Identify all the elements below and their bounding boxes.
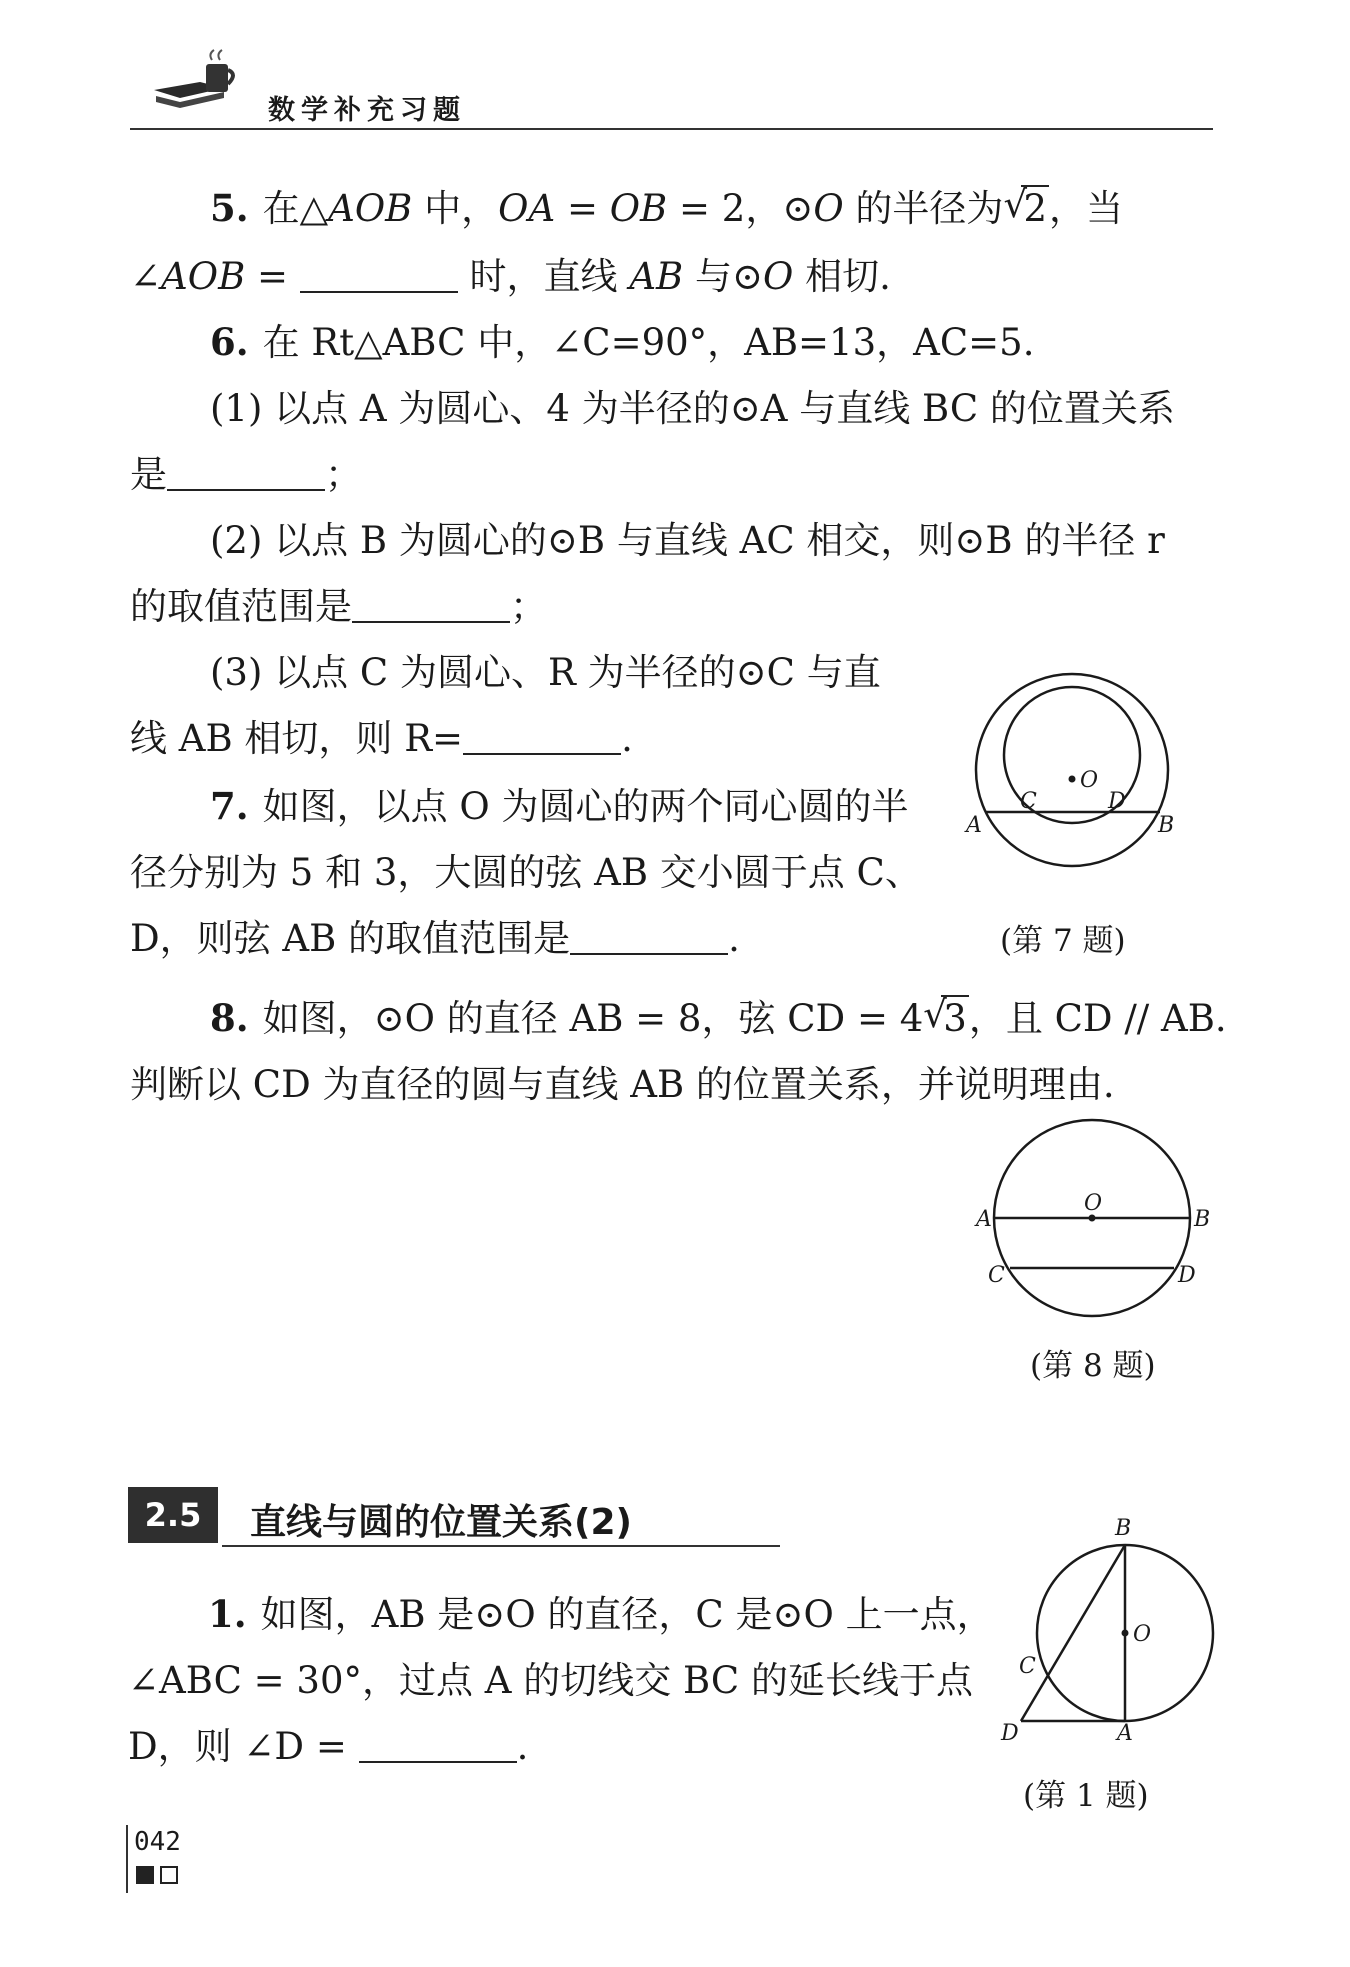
q7-text: . xyxy=(728,917,740,960)
q6-part3-line-1: (3) 以点 C 为圆心、R 为半径的⊙C 与直 xyxy=(210,651,881,694)
q8-number: 8. xyxy=(210,996,249,1040)
q8-text: ，且 CD // AB. xyxy=(968,997,1227,1040)
s-q1-line-2: ∠ABC = 30°，过点 A 的切线交 BC 的延长线于点 xyxy=(128,1659,973,1702)
q7-line-3 xyxy=(130,917,740,960)
q6-part1-answer-blank[interactable] xyxy=(167,459,325,491)
q6-part3-line-2 xyxy=(130,717,633,760)
page-number: 042 xyxy=(134,1827,181,1857)
q6-part2-line-2 xyxy=(130,585,547,628)
q8-figure xyxy=(970,1115,1210,1330)
q5-math: O xyxy=(763,255,794,298)
q5-number: 5. xyxy=(210,186,249,230)
q7-label-B: B xyxy=(1158,813,1175,838)
q7-label-C: C xyxy=(1020,789,1037,814)
s-q1-text: D，则 ∠D = xyxy=(128,1725,359,1768)
q5-line-1 xyxy=(210,183,1123,230)
q5-text: ∠ xyxy=(130,255,162,298)
q6-part1-line-2 xyxy=(130,453,362,496)
q6-stem xyxy=(210,320,1035,364)
q6-stem-text: 在 Rt△ABC 中，∠C=90°，AB=13，AC=5. xyxy=(262,321,1035,364)
q5-text: ，当 xyxy=(1048,187,1123,230)
q8-label-A: A xyxy=(976,1207,992,1232)
s-q1-number: 1. xyxy=(208,1592,247,1636)
s-q1-label-C: C xyxy=(1019,1654,1036,1679)
section-rule xyxy=(222,1545,780,1547)
q5-text: 在△ xyxy=(262,187,329,230)
s-q1-label-O: O xyxy=(1133,1622,1152,1647)
q5-sqrt-value: 2 xyxy=(1023,187,1047,230)
q7-text: 如图，以点 O 为圆心的两个同心圆的半 xyxy=(262,785,909,828)
book-and-cup-icon xyxy=(150,44,240,114)
q6-part2-answer-blank[interactable] xyxy=(352,591,510,623)
s-q1-line-1 xyxy=(208,1592,994,1636)
s-q1-label-B: B xyxy=(1115,1516,1132,1541)
s-q1-text: 如图，AB 是⊙O 的直径，C 是⊙O 上一点， xyxy=(260,1593,994,1636)
s-q1-answer-blank[interactable] xyxy=(359,1731,517,1763)
q8-caption: (第 8 题) xyxy=(1030,1348,1156,1384)
footer-empty-square xyxy=(160,1866,178,1884)
q5-text: = xyxy=(245,255,300,298)
q5-math: OB xyxy=(609,187,668,230)
q6-part1-line-1: (1) 以点 A 为圆心、4 为半径的⊙A 与直线 BC 的位置关系 xyxy=(210,387,1175,430)
q5-math: OA xyxy=(498,187,556,230)
q6-text: 是 xyxy=(130,453,167,496)
s-q1-label-A: A xyxy=(1117,1721,1133,1746)
q6-text: 线 AB 相切，则 R= xyxy=(130,717,464,760)
q5-text: 中， xyxy=(412,187,499,230)
q8-text: 如图，⊙O 的直径 AB = 8，弦 CD = 4 xyxy=(262,997,924,1040)
q5-text: = xyxy=(555,187,610,230)
s-q1-center-point xyxy=(1122,1630,1129,1637)
q6-text: ； xyxy=(510,585,547,628)
q8-sqrt-value: 3 xyxy=(943,997,967,1040)
q7-line-1 xyxy=(210,784,909,828)
q5-text: 与⊙ xyxy=(683,255,764,298)
q6-part3-answer-blank[interactable] xyxy=(463,723,621,755)
q7-caption: (第 7 题) xyxy=(1000,923,1126,959)
q5-sqrt: √ 2 xyxy=(1003,183,1047,230)
s-q1-line-3 xyxy=(128,1725,529,1768)
q8-line-1 xyxy=(210,993,1227,1040)
q5-text: = 2，⊙ xyxy=(667,187,814,230)
s-q1-figure xyxy=(995,1515,1225,1745)
header-title: 数学补充习题 xyxy=(268,95,466,126)
q7-label-A: A xyxy=(966,813,982,838)
q8-label-D: D xyxy=(1178,1263,1196,1288)
q6-text: . xyxy=(621,717,633,760)
q7-number: 7. xyxy=(210,784,249,828)
q8-label-O: O xyxy=(1084,1191,1103,1216)
q7-label-O: O xyxy=(1080,768,1099,793)
q8-line-2: 判断以 CD 为直径的圆与直线 AB 的位置关系，并说明理由. xyxy=(130,1063,1115,1106)
q6-number: 6. xyxy=(210,320,249,364)
s-q1-text: . xyxy=(516,1725,529,1768)
q5-math: AOB xyxy=(328,187,413,230)
q5-text: 时，直线 xyxy=(457,255,630,298)
q8-label-B: B xyxy=(1194,1207,1211,1232)
footer-bar xyxy=(126,1825,128,1893)
q5-answer-blank[interactable] xyxy=(300,261,458,293)
q8-sqrt: √ 3 xyxy=(923,993,967,1040)
section-title: 直线与圆的位置关系(2) xyxy=(250,1502,632,1543)
q6-part2-line-1: (2) 以点 B 为圆心的⊙B 与直线 AC 相交，则⊙B 的半径 r xyxy=(210,519,1165,562)
q7-text: D，则弦 AB 的取值范围是 xyxy=(130,917,571,960)
header-rule xyxy=(130,128,1213,130)
q7-line-2: 径分别为 5 和 3，大圆的弦 AB 交小圆于点 C、 xyxy=(130,851,922,894)
q5-text: 相切. xyxy=(793,255,891,298)
s-q1-label-D: D xyxy=(1001,1721,1019,1746)
section-number: 2.5 xyxy=(128,1487,218,1543)
footer-filled-square xyxy=(136,1866,154,1884)
q7-figure xyxy=(960,675,1190,865)
q7-label-D: D xyxy=(1108,789,1126,814)
q7-answer-blank[interactable] xyxy=(570,923,728,955)
q5-math: AB xyxy=(629,255,684,298)
q6-text: 的取值范围是 xyxy=(130,585,352,628)
q5-line-2 xyxy=(130,255,891,298)
q5-math: AOB xyxy=(161,255,246,298)
s-q1-caption: (第 1 题) xyxy=(1023,1778,1149,1814)
q5-math: O xyxy=(813,187,844,230)
q5-text: 的半径为 xyxy=(843,187,1004,230)
q7-center-point xyxy=(1069,776,1076,783)
q8-label-C: C xyxy=(988,1263,1005,1288)
q6-text: ； xyxy=(325,453,362,496)
